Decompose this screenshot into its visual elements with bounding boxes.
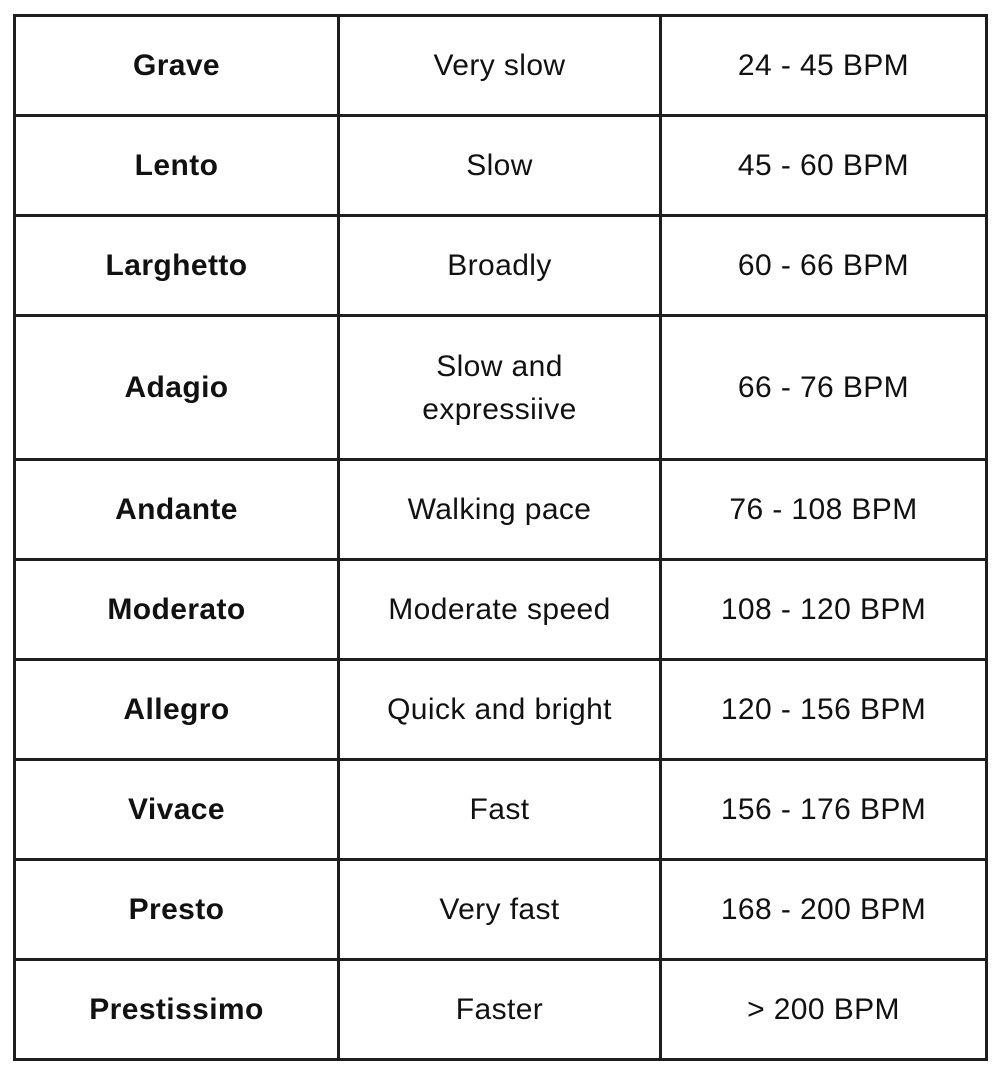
tempo-description: Very slow	[339, 16, 661, 116]
tempo-name: Allegro	[15, 660, 339, 760]
table-row	[15, 16, 987, 116]
table-row	[15, 760, 987, 860]
tempo-bpm: > 200 BPM	[661, 960, 987, 1060]
tempo-description: Walking pace	[339, 460, 661, 560]
tempo-name: Presto	[15, 860, 339, 960]
tempo-name: Prestissimo	[15, 960, 339, 1060]
table-row	[15, 660, 987, 760]
tempo-bpm: 66 - 76 BPM	[661, 316, 987, 460]
table-row	[15, 216, 987, 316]
tempo-bpm: 168 - 200 BPM	[661, 860, 987, 960]
tempo-bpm: 108 - 120 BPM	[661, 560, 987, 660]
tempo-description: Quick and bright	[339, 660, 661, 760]
table-row	[15, 116, 987, 216]
tempo-table	[13, 14, 988, 1061]
tempo-description	[339, 316, 661, 460]
tempo-description: Very fast	[339, 860, 661, 960]
tempo-name: Adagio	[15, 316, 339, 460]
tempo-name: Moderato	[15, 560, 339, 660]
tempo-description: Slow	[339, 116, 661, 216]
tempo-description: Faster	[339, 960, 661, 1060]
tempo-bpm: 156 - 176 BPM	[661, 760, 987, 860]
tempo-bpm: 24 - 45 BPM	[661, 16, 987, 116]
tempo-name: Larghetto	[15, 216, 339, 316]
table-row	[15, 560, 987, 660]
tempo-description-line: Slow and	[436, 349, 563, 383]
table-row	[15, 960, 987, 1060]
tempo-bpm: 60 - 66 BPM	[661, 216, 987, 316]
tempo-bpm: 76 - 108 BPM	[661, 460, 987, 560]
tempo-description: Broadly	[339, 216, 661, 316]
table-row	[15, 316, 987, 460]
tempo-name: Lento	[15, 116, 339, 216]
tempo-description: Moderate speed	[339, 560, 661, 660]
tempo-bpm: 120 - 156 BPM	[661, 660, 987, 760]
tempo-name: Andante	[15, 460, 339, 560]
tempo-description-line: expressiive	[422, 392, 577, 426]
tempo-description: Fast	[339, 760, 661, 860]
table-row	[15, 460, 987, 560]
tempo-name: Vivace	[15, 760, 339, 860]
tempo-name: Grave	[15, 16, 339, 116]
tempo-bpm: 45 - 60 BPM	[661, 116, 987, 216]
table-row	[15, 860, 987, 960]
